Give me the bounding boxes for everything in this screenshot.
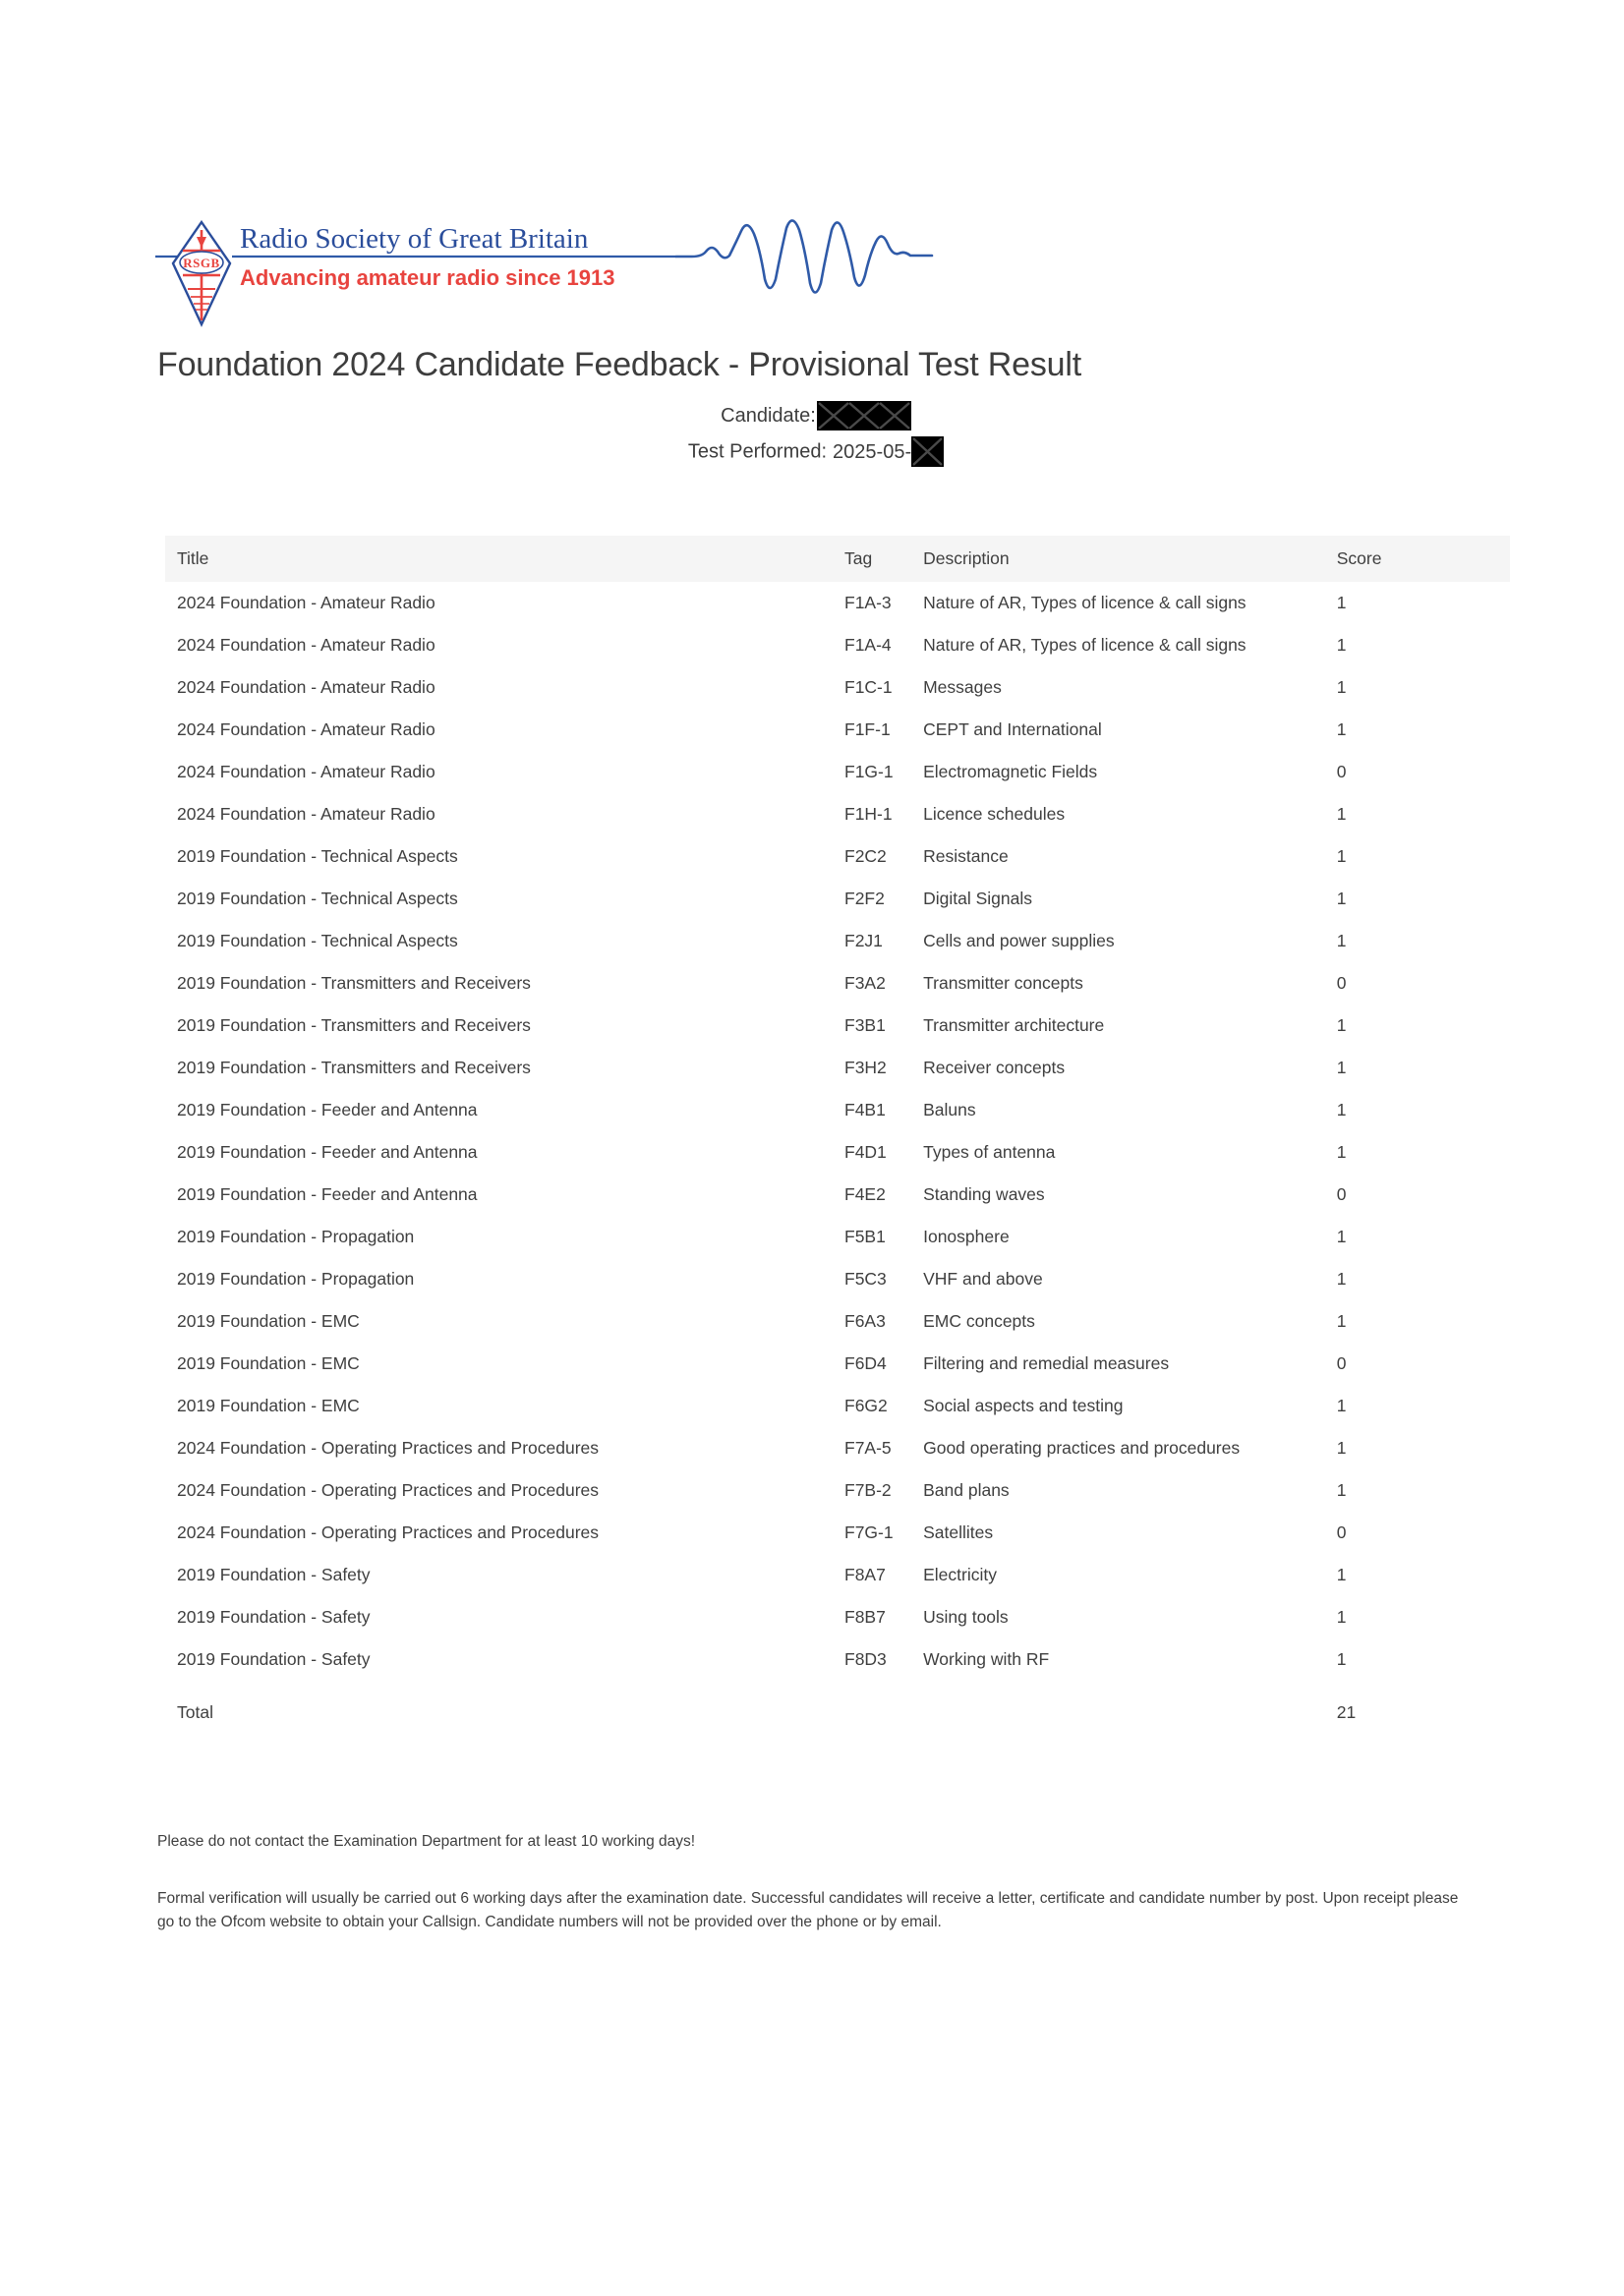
table-row: [165, 1131, 1510, 1174]
cell-tag: F6G2: [844, 1396, 888, 1415]
cell-tag: F3H2: [844, 1058, 887, 1077]
cell-title: 2024 Foundation - Amateur Radio: [177, 677, 435, 697]
cell-score: 1: [1336, 1438, 1347, 1458]
table-row: [165, 793, 1510, 835]
table-row: [165, 920, 1510, 962]
cell-score: 1: [1336, 931, 1347, 950]
cell-description: EMC concepts: [923, 1311, 1035, 1331]
rsgb-logo: [155, 218, 942, 328]
cell-score: 1: [1336, 1396, 1347, 1415]
cell-title: 2024 Foundation - Amateur Radio: [177, 762, 435, 781]
cell-tag: F7B-2: [844, 1480, 892, 1500]
candidate-line: [157, 401, 1475, 430]
table-row: [165, 1638, 1510, 1681]
cell-title: 2019 Foundation - Technical Aspects: [177, 889, 458, 908]
cell-title: 2019 Foundation - Safety: [177, 1649, 371, 1669]
cell-score: 1: [1336, 677, 1347, 697]
table-row: [165, 1512, 1510, 1554]
table-row: [165, 751, 1510, 793]
cell-tag: F5C3: [844, 1269, 887, 1289]
cell-description: Ionosphere: [923, 1227, 1010, 1246]
cell-tag: F6D4: [844, 1353, 887, 1373]
logo-tagline: Advancing amateur radio since 1913: [240, 265, 615, 290]
cell-tag: F2J1: [844, 931, 883, 950]
cell-tag: F2F2: [844, 889, 885, 908]
total-label: Total: [177, 1701, 213, 1722]
cell-score: 0: [1336, 1184, 1347, 1204]
cell-description: Baluns: [923, 1100, 976, 1119]
test-date-redaction: [911, 436, 944, 467]
cell-score: 1: [1336, 1142, 1347, 1162]
cell-score: 1: [1336, 889, 1347, 908]
cell-description: Standing waves: [923, 1184, 1045, 1204]
cell-tag: F1F-1: [844, 719, 891, 739]
cell-tag: F8B7: [844, 1607, 886, 1627]
cell-description: Nature of AR, Types of licence & call signs: [923, 635, 1247, 655]
cell-title: 2024 Foundation - Operating Practices and Procedures: [177, 1480, 600, 1500]
cell-description: Cells and power supplies: [923, 931, 1115, 950]
table-row: [165, 1554, 1510, 1596]
column-header-title: Title: [165, 536, 844, 582]
waveform-icon: [676, 220, 932, 292]
cell-description: CEPT and International: [923, 719, 1102, 739]
svg-text:RSGB: RSGB: [183, 256, 220, 270]
table-row: [165, 1004, 1510, 1047]
table-row: [165, 1216, 1510, 1258]
logo-org-name: Radio Society of Great Britain: [240, 223, 589, 255]
cell-description: Transmitter architecture: [923, 1015, 1105, 1035]
footer-notes: [157, 1830, 1465, 1934]
cell-description: Filtering and remedial measures: [923, 1353, 1170, 1373]
results-table: [165, 536, 1510, 1730]
cell-score: 1: [1336, 1058, 1347, 1077]
cell-title: 2019 Foundation - Transmitters and Receivers: [177, 1058, 531, 1077]
cell-tag: F7G-1: [844, 1522, 894, 1542]
cell-score: 1: [1336, 1565, 1347, 1584]
cell-title: 2024 Foundation - Operating Practices and Procedures: [177, 1522, 600, 1542]
table-row: [165, 1596, 1510, 1638]
table-row: [165, 582, 1510, 624]
cell-description: Digital Signals: [923, 889, 1032, 908]
column-header-tag: Tag: [844, 536, 923, 582]
table-row: [165, 1174, 1510, 1216]
table-row: [165, 1469, 1510, 1512]
cell-score: 1: [1336, 1015, 1347, 1035]
cell-score: 0: [1336, 1353, 1347, 1373]
cell-tag: F1C-1: [844, 677, 893, 697]
cell-score: 1: [1336, 593, 1347, 612]
cell-description: Satellites: [923, 1522, 994, 1542]
rsgb-diamond-icon: [173, 222, 230, 324]
footer-note-verification: Formal verification will usually be carried out 6 working days after the examination date. Successful candidates will receive a letter, certificate and candidate number by post. Upon receipt please go to the Ofcom website to obtain your Callsign. Candidate numbers will not be provided over the phone or by email.: [157, 1890, 1459, 1931]
test-performed-line: [157, 436, 1475, 467]
cell-score: 1: [1336, 1607, 1347, 1627]
table-row: [165, 709, 1510, 751]
test-performed-value: 2025-05-: [833, 440, 912, 463]
cell-description: VHF and above: [923, 1269, 1043, 1289]
cell-title: 2024 Foundation - Amateur Radio: [177, 593, 435, 612]
test-performed-label: Test Performed:: [687, 440, 828, 463]
table-row: [165, 878, 1510, 920]
cell-tag: F6A3: [844, 1311, 886, 1331]
table-row: [165, 1427, 1510, 1469]
cell-score: 1: [1336, 635, 1347, 655]
cell-description: Receiver concepts: [923, 1058, 1066, 1077]
candidate-label: Candidate:: [721, 405, 816, 427]
table-row: [165, 1047, 1510, 1089]
cell-description: Transmitter concepts: [923, 973, 1083, 993]
cell-title: 2019 Foundation - Feeder and Antenna: [177, 1184, 478, 1204]
cell-description: Good operating practices and procedures: [923, 1438, 1241, 1458]
cell-title: 2019 Foundation - Transmitters and Receivers: [177, 1015, 531, 1035]
cell-description: Resistance: [923, 846, 1009, 866]
table-row: [165, 1258, 1510, 1300]
cell-score: 0: [1336, 973, 1347, 993]
cell-score: 1: [1336, 1269, 1347, 1289]
cell-title: 2019 Foundation - EMC: [177, 1353, 360, 1373]
cell-description: Nature of AR, Types of licence & call signs: [923, 593, 1247, 612]
column-header-description: Description: [923, 536, 1337, 582]
cell-title: 2019 Foundation - Propagation: [177, 1269, 415, 1289]
cell-tag: F2C2: [844, 846, 887, 866]
cell-title: 2019 Foundation - Feeder and Antenna: [177, 1100, 478, 1119]
cell-tag: F7A-5: [844, 1438, 892, 1458]
table-row: [165, 1343, 1510, 1385]
cell-title: 2024 Foundation - Amateur Radio: [177, 719, 435, 739]
table-row: [165, 666, 1510, 709]
table-row: [165, 1300, 1510, 1343]
cell-title: 2019 Foundation - Feeder and Antenna: [177, 1142, 478, 1162]
table-row: [165, 835, 1510, 878]
cell-tag: F4D1: [844, 1142, 887, 1162]
cell-title: 2024 Foundation - Operating Practices and Procedures: [177, 1438, 600, 1458]
cell-description: Using tools: [923, 1607, 1009, 1627]
page-title: Foundation 2024 Candidate Feedback - Provisional Test Result: [157, 346, 1081, 383]
cell-title: 2019 Foundation - Transmitters and Receivers: [177, 973, 531, 993]
cell-description: Electromagnetic Fields: [923, 762, 1098, 781]
cell-title: 2019 Foundation - Safety: [177, 1607, 371, 1627]
cell-score: 1: [1336, 1100, 1347, 1119]
candidate-redaction: [817, 401, 911, 430]
column-header-score: Score: [1337, 536, 1510, 582]
cell-tag: F1A-4: [844, 635, 892, 655]
cell-tag: F1G-1: [844, 762, 894, 781]
cell-score: 1: [1336, 846, 1347, 866]
table-header: [165, 536, 1510, 582]
cell-score: 0: [1336, 1522, 1347, 1542]
cell-tag: F3B1: [844, 1015, 886, 1035]
cell-score: 1: [1336, 1480, 1347, 1500]
cell-score: 1: [1336, 719, 1347, 739]
cell-title: 2019 Foundation - EMC: [177, 1396, 360, 1415]
cell-tag: F4E2: [844, 1184, 886, 1204]
cell-title: 2024 Foundation - Amateur Radio: [177, 804, 435, 824]
table-total-row: [165, 1681, 1510, 1730]
cell-score: 1: [1336, 804, 1347, 824]
cell-description: Types of antenna: [923, 1142, 1056, 1162]
cell-title: 2019 Foundation - Technical Aspects: [177, 846, 458, 866]
table-row: [165, 624, 1510, 666]
cell-description: Working with RF: [923, 1649, 1050, 1669]
cell-description: Band plans: [923, 1480, 1010, 1500]
cell-title: 2019 Foundation - Safety: [177, 1565, 371, 1584]
total-score: 21: [1336, 1701, 1357, 1722]
cell-description: Messages: [923, 677, 1002, 697]
cell-score: 0: [1336, 762, 1347, 781]
cell-tag: F8D3: [844, 1649, 887, 1669]
cell-tag: F8A7: [844, 1565, 886, 1584]
footer-note-urgent: Please do not contact the Examination Department for at least 10 working days!: [157, 1833, 696, 1850]
cell-score: 1: [1336, 1649, 1347, 1669]
cell-score: 1: [1336, 1311, 1347, 1331]
cell-tag: F5B1: [844, 1227, 886, 1246]
cell-description: Social aspects and testing: [923, 1396, 1124, 1415]
cell-tag: F1A-3: [844, 593, 892, 612]
cell-tag: F4B1: [844, 1100, 886, 1119]
results-table-container: [165, 536, 1510, 1730]
table-row: [165, 1385, 1510, 1427]
table-body: [165, 582, 1510, 1730]
cell-title: 2024 Foundation - Amateur Radio: [177, 635, 435, 655]
cell-description: Electricity: [923, 1565, 997, 1584]
table-header-row: [165, 536, 1510, 582]
cell-description: Licence schedules: [923, 804, 1066, 824]
cell-score: 1: [1336, 1227, 1347, 1246]
total-desc-spacer: [923, 1681, 1337, 1730]
cell-tag: F3A2: [844, 973, 886, 993]
table-row: [165, 1089, 1510, 1131]
cell-title: 2019 Foundation - EMC: [177, 1311, 360, 1331]
total-tag-spacer: [844, 1681, 923, 1730]
cell-tag: F1H-1: [844, 804, 893, 824]
cell-title: 2019 Foundation - Propagation: [177, 1227, 415, 1246]
cell-title: 2019 Foundation - Technical Aspects: [177, 931, 458, 950]
table-row: [165, 962, 1510, 1004]
